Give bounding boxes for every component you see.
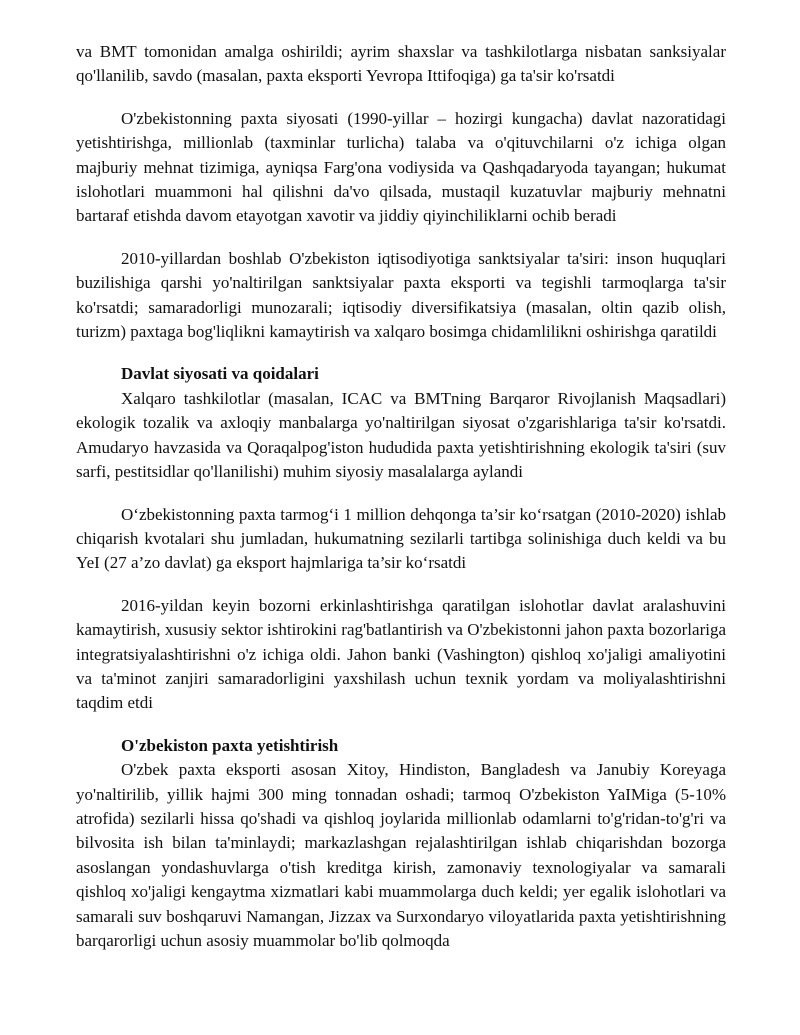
paragraph-cotton-exports: O'zbek paxta eksporti asosan Xitoy, Hindiston, Bangladesh va Janubiy Koreyaga yo'naltirilib, yillik hajmi 300 ming tonnadan oshadi; tarmoq O'zbekiston YaIMiga (5-10% atrofida) sezilarli hissa qo'shadi va qishloq joylarida millionlab odamlarni to'g'ridan-to'g'ri va bilvosita ish bilan ta'minlaydi; markazlashgan rejalashtirilgan ishlab chiqarishdan bozorga asoslangan yondashuvlarga o'tish kreditga kirish, zamonaviy texnologiyalar va samarali qishloq xo'jaligi kengaytma xizmatlari kabi muammolarga duch keldi; yer egalik islohotlari va samarali suv boshqaruvi Namangan, Jizzax va Surxondaryo viloyatlarida paxta yetishtirishning barqarorligi uchun asosiy muammolar bo'lib qolmoqda: [76, 760, 726, 950]
paragraph-sanctions-impact: 2010-yillardan boshlab O'zbekiston iqtisodiyotiga sanktsiyalar ta'siri: inson huquqlari buzilishiga qarshi yo'naltirilgan sanktsiyalar paxta eksporti va tegishli tarmoqlarga ta'sir ko'rsatdi; samaradorligi munozarali; iqtisodiy diversifikatsiya (masalan, oltin qazib olish, turizm) paxtaga bog'liqlikni kamaytirish va xalqaro bosimga chidamlilikni oshirishga qaratildi: [76, 248, 726, 342]
paragraph-production-quotas: O‘zbekistonning paxta tarmog‘i 1 million dehqonga ta’sir ko‘rsatgan (2010-2020) ishlab chiqarish kvotalari shu jumladan, hukumatning sezilarli tartibga solinishiga duch keldi va bu YeI (27 a’zo davlat) ga eksport hajmlariga ta’sir ko‘rsatdi: [76, 504, 726, 573]
section-heading-state-policy: Davlat siyosati va qoidalari: [121, 364, 319, 384]
paragraph-cotton-policy: O'zbekistonning paxta siyosati (1990-yillar – hozirgi kungacha) davlat nazoratidagi yetishtirishga, millionlab (taxminlar turlicha) talaba va o'qituvchilarni o'z ichiga olgan majburiy mehnat tizimiga, ayniqsa Farg'ona vodiysida va Qashqadaryoda tayangan; hukumat islohotlari muammoni hal qilishni da'vo qilsada, mustaqil kuzatuvlar majburiy mehnatni bartaraf etishda davom etayotgan xavotir va jiddiy qiyinchiliklarni ochib beradi: [76, 108, 726, 226]
paragraph-international-organizations: Xalqaro tashkilotlar (masalan, ICAC va BMTning Barqaror Rivojlanish Maqsadlari) ekologik tozalik va axloqiy manbalarga yo'naltirilgan siyosat o'zgarishlariga ta'sir ko'rsatdi. Amudaryo havzasida va Qoraqalpog'iston hududida paxta yetishtirishning ekologik ta'siri (suv sarfi, pestitsidlar qo'llanilishi) muhim siyosiy masalalarga aylandi: [76, 388, 726, 482]
paragraph-market-reforms: 2016-yildan keyin bozorni erkinlashtirishga qaratilgan islohotlar davlat aralashuvini kamaytirish, xususiy sektor ishtirokini rag'batlantirish va O'zbekistonni jahon paxta bozorlariga integratsiyalashtirishni o'z ichiga oldi. Jahon banki (Vashington) qishloq xo'jaligi amaliyotini va ta'minot zanjiri samaradorligini yaxshilash uchun texnik yordam va moliyalashtirishni taqdim etdi: [76, 595, 726, 713]
paragraph-sanctions-continuation: va BMT tomonidan amalga oshirildi; ayrim shaxslar va tashkilotlarga nisbatan sanksiyalar qo'llanilib, savdo (masalan, paxta eksporti Yevropa Ittifoqiga) ga ta'sir ko'rsatdi: [76, 42, 726, 86]
document-page: [76, 40, 726, 953]
section-heading-cotton-growing: O'zbekiston paxta yetishtirish: [121, 735, 339, 755]
